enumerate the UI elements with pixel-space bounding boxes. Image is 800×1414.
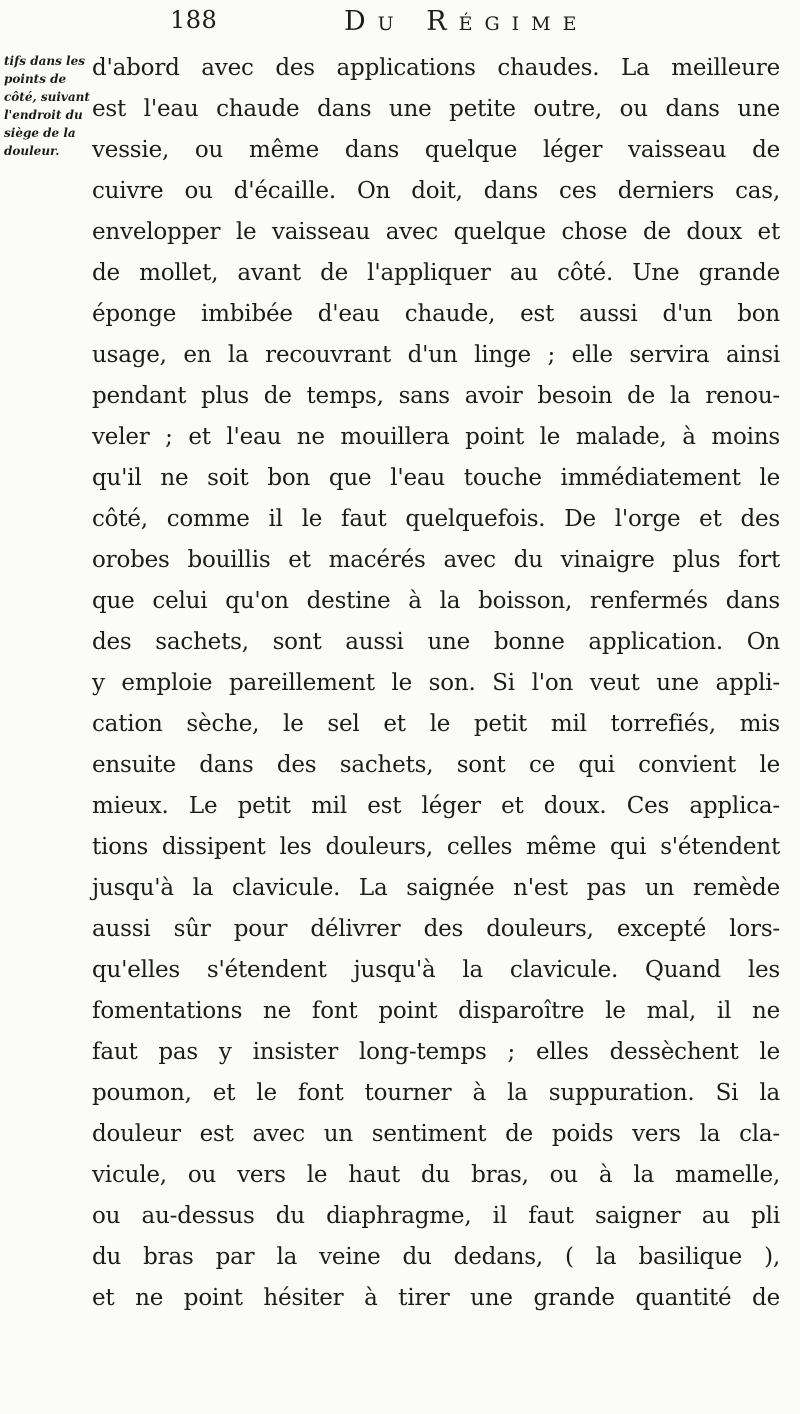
text-line: envelopper le vaisseau avec quelque chose de doux et	[92, 219, 780, 245]
text-line: qu'il ne soit bon que l'eau touche immédiatement le	[92, 465, 780, 491]
margin-note-line: douleur.	[4, 144, 60, 158]
text-line: faut pas y insister long-temps ; elles dessèchent le	[92, 1039, 780, 1065]
text-line: veler ; et l'eau ne mouillera point le malade, à moins	[92, 424, 780, 450]
text-line: tions dissipent les douleurs, celles même qui s'étendent	[92, 834, 780, 860]
text-line: usage, en la recouvrant d'un linge ; elle servira ainsi	[92, 342, 780, 368]
margin-note-line: côté, suivant	[4, 90, 90, 104]
text-line: des sachets, sont aussi une bonne application. On	[92, 629, 780, 655]
text-line: fomentations ne font point disparoître le mal, il ne	[92, 998, 780, 1024]
text-line: du bras par la veine du dedans, ( la basilique ),	[92, 1244, 780, 1270]
page-number: 188	[170, 6, 218, 34]
page-header	[170, 6, 770, 46]
text-line: ensuite dans des sachets, sont ce qui convient le	[92, 752, 780, 778]
text-line: éponge imbibée d'eau chaude, est aussi d'un bon	[92, 301, 780, 327]
margin-note-line: l'endroit du	[4, 108, 83, 122]
margin-note-line: tifs dans les	[4, 54, 85, 68]
text-line: de mollet, avant de l'appliquer au côté. Une grande	[92, 260, 780, 286]
text-line: mieux. Le petit mil est léger et doux. Ces applica-	[92, 793, 780, 819]
text-line: est l'eau chaude dans une petite outre, ou dans une	[92, 96, 780, 122]
margin-note-line: siège de la	[4, 126, 76, 140]
text-line: côté, comme il le faut quelquefois. De l'orge et des	[92, 506, 780, 532]
text-line: qu'elles s'étendent jusqu'à la clavicule. Quand les	[92, 957, 780, 983]
text-line: ou au-dessus du diaphragme, il faut saigner au pli	[92, 1203, 780, 1229]
margin-note	[4, 52, 90, 160]
text-line: orobes bouillis et macérés avec du vinaigre plus fort	[92, 547, 780, 573]
text-line: d'abord avec des applications chaudes. La meilleure	[92, 55, 780, 81]
text-line: cuivre ou d'écaille. On doit, dans ces derniers cas,	[92, 178, 780, 204]
text-line: douleur est avec un sentiment de poids vers la cla-	[92, 1121, 780, 1147]
text-line: jusqu'à la clavicule. La saignée n'est pas un remède	[92, 875, 780, 901]
text-line: pendant plus de temps, sans avoir besoin de la renou-	[92, 383, 780, 409]
text-line: vessie, ou même dans quelque léger vaisseau de	[92, 137, 780, 163]
text-line: poumon, et le font tourner à la suppuration. Si la	[92, 1080, 780, 1106]
text-line: y emploie pareillement le son. Si l'on veut une appli-	[92, 670, 780, 696]
body-text	[92, 48, 780, 1319]
text-line: aussi sûr pour délivrer des douleurs, excepté lors-	[92, 916, 780, 942]
margin-note-line: points de	[4, 72, 67, 86]
running-title: Du Régime	[344, 6, 589, 37]
text-line: vicule, ou vers le haut du bras, ou à la mamelle,	[92, 1162, 780, 1188]
text-line: cation sèche, le sel et le petit mil torrefiés, mis	[92, 711, 780, 737]
text-line: et ne point hésiter à tirer une grande quantité de	[92, 1285, 780, 1311]
text-line: que celui qu'on destine à la boisson, renfermés dans	[92, 588, 780, 614]
